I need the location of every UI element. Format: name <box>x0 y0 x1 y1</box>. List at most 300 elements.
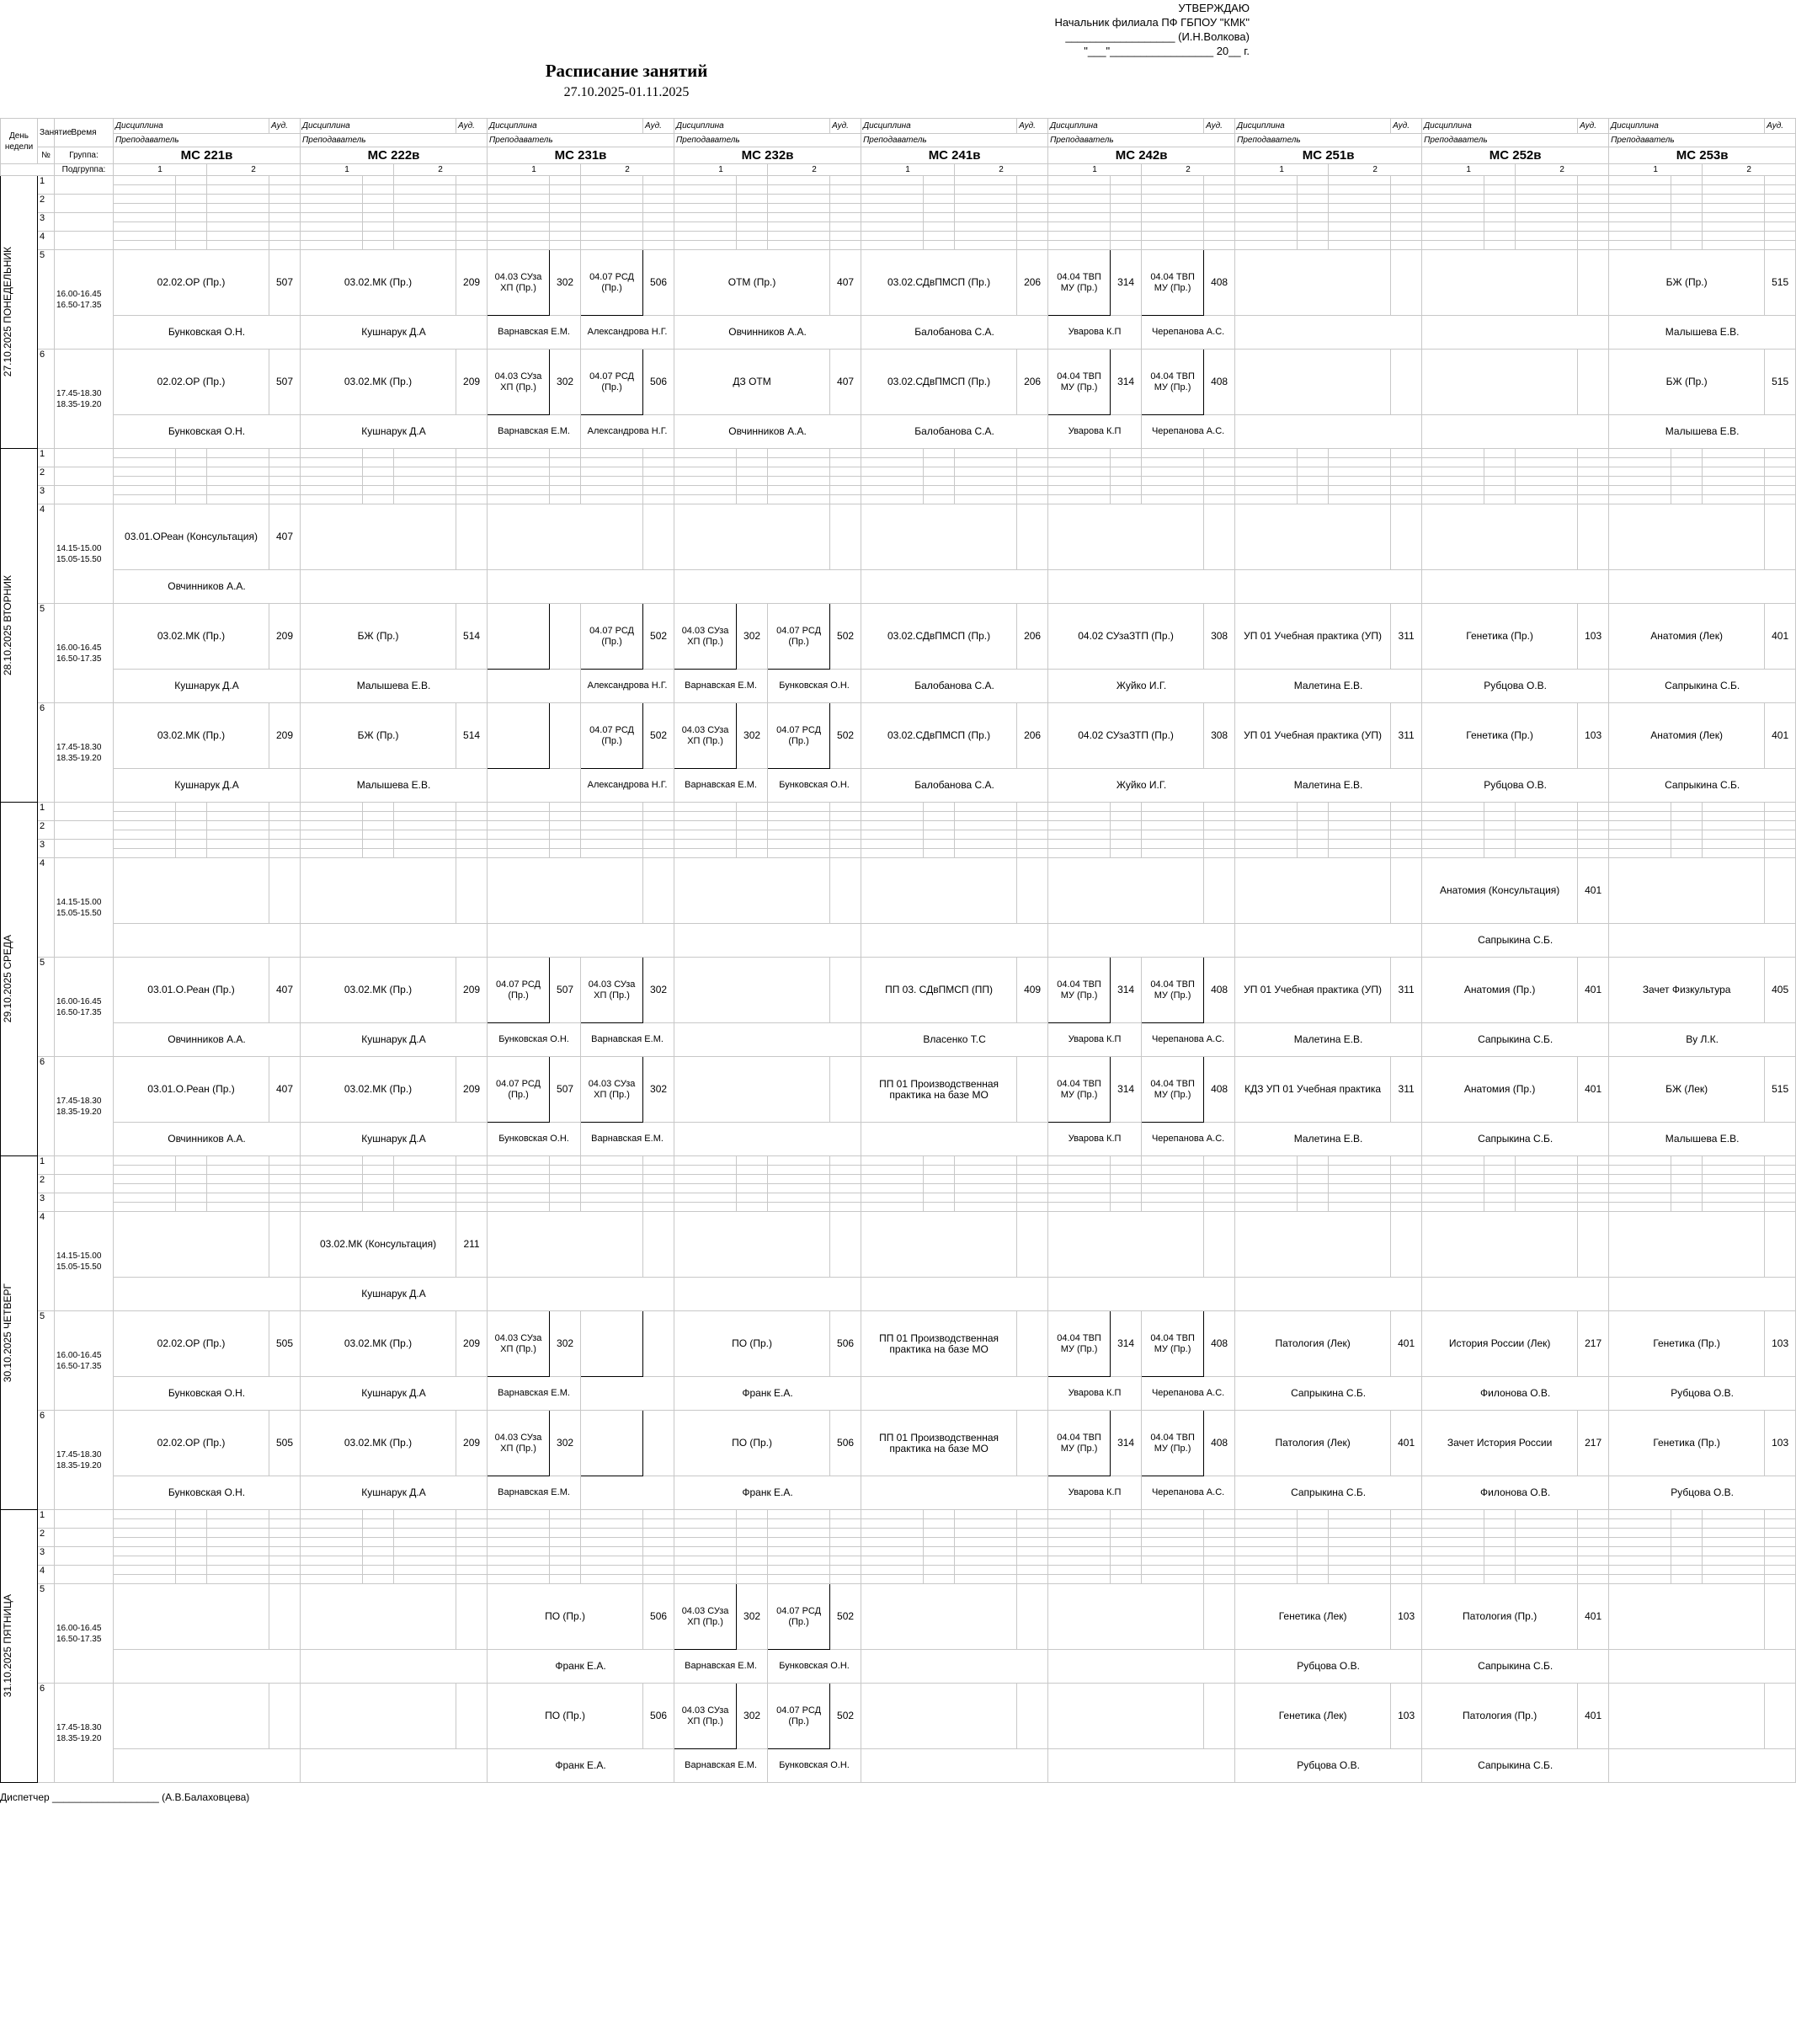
cell <box>269 486 301 495</box>
cell <box>176 1519 207 1529</box>
header-time: Время <box>55 119 114 147</box>
cell <box>1703 486 1765 495</box>
cell <box>550 1510 581 1519</box>
cell <box>1048 1510 1111 1519</box>
cell <box>1298 1510 1329 1519</box>
header-room: Ауд. <box>1765 119 1796 134</box>
cell <box>1111 477 1142 486</box>
cell <box>394 1166 456 1175</box>
cell <box>1703 449 1765 458</box>
cell <box>1422 1175 1484 1184</box>
cell <box>488 924 674 958</box>
cell <box>1484 449 1516 458</box>
discipline: БЖ (Пр.) <box>301 703 456 769</box>
cell <box>861 1166 924 1175</box>
cell <box>1111 241 1142 250</box>
cell <box>1204 232 1235 241</box>
discipline: 04.03 СУза ХП (Пр.) <box>674 604 737 670</box>
cell <box>830 1529 861 1538</box>
cell <box>176 1166 207 1175</box>
cell <box>1422 1556 1484 1566</box>
discipline: 04.07 РСД (Пр.) <box>768 703 830 769</box>
cell <box>1671 1175 1703 1184</box>
cell <box>861 1684 1017 1749</box>
cell <box>488 812 550 821</box>
discipline: 04.03 СУза ХП (Пр.) <box>488 1311 550 1377</box>
cell <box>176 458 207 467</box>
cell <box>830 1519 861 1529</box>
cell <box>1048 1584 1204 1650</box>
cell <box>1204 213 1235 222</box>
lesson-time: 16.00-16.45 16.50-17.35 <box>55 1584 114 1684</box>
cell <box>1391 803 1422 812</box>
cell <box>1235 1538 1298 1547</box>
cell <box>1204 812 1235 821</box>
cell <box>1422 316 1609 350</box>
cell <box>1484 222 1516 232</box>
cell <box>114 1566 176 1575</box>
teacher: Рубцова О.В. <box>1422 769 1609 803</box>
cell <box>1329 1556 1391 1566</box>
cell <box>269 849 301 858</box>
cell <box>1578 204 1609 213</box>
cell <box>394 449 456 458</box>
cell <box>1111 821 1142 830</box>
lesson-number: 4 <box>38 1566 55 1584</box>
cell <box>550 1547 581 1556</box>
cell <box>1578 477 1609 486</box>
cell <box>1298 1175 1329 1184</box>
cell <box>1111 1538 1142 1547</box>
teacher: Черепанова А.С. <box>1142 415 1235 449</box>
cell <box>1609 195 1671 204</box>
cell <box>674 849 737 858</box>
discipline: 03.01.О.Реан (Пр.) <box>114 958 269 1023</box>
lesson-number: 1 <box>38 1510 55 1529</box>
cell <box>176 1529 207 1538</box>
cell <box>269 1519 301 1529</box>
teacher: Овчинников А.А. <box>674 316 861 350</box>
room: 314 <box>1111 1311 1142 1377</box>
cell <box>394 222 456 232</box>
cell <box>924 1547 955 1556</box>
cell <box>114 1584 269 1650</box>
cell <box>1391 1519 1422 1529</box>
group-name: МС 232в <box>674 147 861 164</box>
cell <box>1765 1203 1796 1212</box>
cell <box>924 1529 955 1538</box>
teacher: Рубцова О.В. <box>1235 1749 1422 1783</box>
subgroup-1: 1 <box>1048 164 1142 176</box>
room: 103 <box>1391 1684 1422 1749</box>
room: 514 <box>456 604 488 670</box>
cell <box>1422 1519 1484 1529</box>
teacher: Франк Е.А. <box>674 1476 861 1510</box>
cell <box>1609 458 1671 467</box>
teacher: Сапрыкина С.Б. <box>1235 1476 1422 1510</box>
cell <box>581 1203 643 1212</box>
lesson-time: 16.00-16.45 16.50-17.35 <box>55 958 114 1057</box>
discipline: 04.02 СУзаЗТП (Пр.) <box>1048 604 1204 670</box>
teacher: Кушнарук Д.А <box>301 316 488 350</box>
cell <box>861 1156 924 1166</box>
cell <box>830 1193 861 1203</box>
cell <box>768 176 830 185</box>
discipline: 04.03 СУза ХП (Пр.) <box>488 250 550 316</box>
cell <box>1048 849 1111 858</box>
cell <box>550 458 581 467</box>
cell <box>1609 803 1671 812</box>
room: 206 <box>1017 703 1048 769</box>
cell <box>861 477 924 486</box>
cell <box>488 486 550 495</box>
cell <box>114 185 176 195</box>
cell <box>1671 1166 1703 1175</box>
cell <box>1142 1193 1204 1203</box>
cell <box>1703 812 1765 821</box>
cell <box>674 1538 737 1547</box>
cell <box>1671 1510 1703 1519</box>
cell <box>1391 849 1422 858</box>
cell <box>114 1650 301 1684</box>
cell <box>1329 176 1391 185</box>
teacher: Балобанова С.А. <box>861 316 1048 350</box>
cell <box>1765 1575 1796 1584</box>
cell <box>1609 858 1765 924</box>
cell <box>207 232 269 241</box>
cell <box>1142 195 1204 204</box>
cell <box>550 803 581 812</box>
cell <box>924 176 955 185</box>
teacher: Бунковская О.Н. <box>114 415 301 449</box>
cell <box>1017 232 1048 241</box>
cell <box>1142 1556 1204 1566</box>
cell <box>581 477 643 486</box>
cell <box>1111 1175 1142 1184</box>
cell <box>1609 1212 1765 1278</box>
cell <box>1516 1184 1578 1193</box>
cell <box>1235 350 1391 415</box>
cell <box>1329 1203 1391 1212</box>
cell <box>768 204 830 213</box>
cell <box>674 812 737 821</box>
cell <box>1671 849 1703 858</box>
cell <box>830 204 861 213</box>
header-discipline: Дисциплина <box>861 119 1017 134</box>
cell <box>1235 803 1298 812</box>
cell <box>456 1684 488 1749</box>
cell <box>1609 504 1765 570</box>
cell <box>269 1538 301 1547</box>
lesson-number: 2 <box>38 1175 55 1193</box>
discipline: ПО (Пр.) <box>488 1684 643 1749</box>
cell <box>1578 504 1609 570</box>
cell <box>301 504 456 570</box>
cell <box>1391 1175 1422 1184</box>
header-teacher: Преподаватель <box>1609 134 1796 147</box>
cell <box>456 1575 488 1584</box>
cell <box>1204 195 1235 204</box>
cell <box>456 1519 488 1529</box>
cell <box>1671 176 1703 185</box>
cell <box>269 840 301 849</box>
cell <box>550 467 581 477</box>
cell <box>1422 1547 1484 1556</box>
cell <box>456 185 488 195</box>
cell <box>1609 185 1671 195</box>
cell <box>550 222 581 232</box>
header-discipline: Дисциплина <box>1235 119 1391 134</box>
discipline: БЖ (Лек) <box>1609 1057 1765 1123</box>
cell <box>1111 812 1142 821</box>
cell <box>114 830 176 840</box>
cell <box>643 467 674 477</box>
cell <box>861 821 924 830</box>
cell <box>1671 1538 1703 1547</box>
cell <box>488 232 550 241</box>
cell <box>488 821 550 830</box>
cell <box>1017 449 1048 458</box>
cell <box>1329 1529 1391 1538</box>
cell <box>456 213 488 222</box>
subgroup-2: 2 <box>581 164 674 176</box>
cell <box>114 495 176 504</box>
discipline <box>581 1311 643 1377</box>
cell <box>301 486 363 495</box>
cell <box>456 1156 488 1166</box>
cell <box>643 213 674 222</box>
cell <box>1204 830 1235 840</box>
cell <box>1671 185 1703 195</box>
discipline: Патология (Лек) <box>1235 1311 1391 1377</box>
cell <box>861 570 1048 604</box>
teacher: Варнавская Е.М. <box>488 316 581 350</box>
cell <box>456 458 488 467</box>
cell <box>1017 1175 1048 1184</box>
header-teacher: Преподаватель <box>301 134 488 147</box>
cell <box>1578 1547 1609 1556</box>
cell <box>1391 1156 1422 1166</box>
discipline: 02.02.ОР (Пр.) <box>114 1311 269 1377</box>
cell <box>1329 185 1391 195</box>
cell <box>643 1193 674 1203</box>
cell <box>207 222 269 232</box>
teacher: Франк Е.А. <box>488 1650 674 1684</box>
cell <box>488 449 550 458</box>
cell <box>581 821 643 830</box>
cell <box>1017 1510 1048 1519</box>
cell <box>830 958 861 1023</box>
cell <box>643 821 674 830</box>
cell <box>768 1203 830 1212</box>
cell <box>1329 232 1391 241</box>
cell <box>924 241 955 250</box>
cell <box>1516 241 1578 250</box>
cell <box>1235 858 1391 924</box>
cell <box>114 1212 269 1278</box>
cell <box>1142 241 1204 250</box>
cell <box>1111 830 1142 840</box>
cell <box>1048 1547 1111 1556</box>
cell <box>1204 1203 1235 1212</box>
cell <box>1204 1584 1235 1650</box>
cell <box>643 1175 674 1184</box>
cell <box>1235 222 1298 232</box>
cell <box>1765 241 1796 250</box>
group-name: МС 222в <box>301 147 488 164</box>
cell <box>1765 195 1796 204</box>
cell <box>301 1556 363 1566</box>
cell <box>1609 821 1671 830</box>
cell <box>488 1156 550 1166</box>
cell <box>1671 204 1703 213</box>
cell <box>768 812 830 821</box>
cell <box>363 1203 394 1212</box>
cell <box>488 1510 550 1519</box>
cell <box>176 176 207 185</box>
cell <box>955 1166 1017 1175</box>
cell <box>1111 204 1142 213</box>
cell <box>1235 250 1391 316</box>
cell <box>269 185 301 195</box>
cell <box>394 486 456 495</box>
room: 314 <box>1111 1057 1142 1123</box>
cell <box>1235 1166 1298 1175</box>
cell <box>1142 467 1204 477</box>
cell <box>1484 1529 1516 1538</box>
cell <box>1298 1575 1329 1584</box>
discipline: 03.01.ОРеан (Консультация) <box>114 504 269 570</box>
cell <box>924 1156 955 1166</box>
cell <box>363 1166 394 1175</box>
cell <box>1111 1193 1142 1203</box>
cell <box>1578 803 1609 812</box>
cell <box>581 1166 643 1175</box>
cell <box>301 1749 488 1783</box>
teacher: Кушнарук Д.А <box>114 769 301 803</box>
teacher: Овчинников А.А. <box>114 1123 301 1156</box>
cell <box>1298 1547 1329 1556</box>
cell <box>1017 840 1048 849</box>
discipline: ОТМ (Пр.) <box>674 250 830 316</box>
cell <box>1516 458 1578 467</box>
cell <box>114 1175 176 1184</box>
cell <box>1484 1193 1516 1203</box>
header-teacher: Преподаватель <box>1422 134 1609 147</box>
cell <box>269 241 301 250</box>
cell <box>394 1529 456 1538</box>
discipline: Патология (Пр.) <box>1422 1684 1578 1749</box>
cell <box>114 1203 176 1212</box>
room: 103 <box>1765 1311 1796 1377</box>
cell <box>1204 1538 1235 1547</box>
room: 302 <box>737 703 768 769</box>
approval-line-4: "___"_________________ 20__ г. <box>1084 45 1250 57</box>
teacher: Балобанова С.А. <box>861 769 1048 803</box>
cell <box>1235 241 1298 250</box>
cell <box>861 458 924 467</box>
cell <box>1578 1156 1609 1166</box>
header-room: Ауд. <box>830 119 861 134</box>
cell <box>114 1547 176 1556</box>
cell <box>924 222 955 232</box>
cell <box>1671 1203 1703 1212</box>
cell <box>737 1566 768 1575</box>
cell <box>1017 467 1048 477</box>
cell <box>581 840 643 849</box>
cell <box>1142 176 1204 185</box>
cell <box>1516 449 1578 458</box>
cell <box>1017 222 1048 232</box>
cell <box>1017 1203 1048 1212</box>
teacher: Кушнарук Д.А <box>301 415 488 449</box>
teacher <box>488 769 581 803</box>
teacher: Черепанова А.С. <box>1142 1123 1235 1156</box>
cell <box>1329 1166 1391 1175</box>
cell <box>643 858 674 924</box>
discipline: 03.02.МК (Пр.) <box>114 604 269 670</box>
cell <box>768 1193 830 1203</box>
cell <box>1142 1519 1204 1529</box>
cell <box>1391 1184 1422 1193</box>
cell <box>1578 241 1609 250</box>
discipline: 04.04 ТВП МУ (Пр.) <box>1142 250 1204 316</box>
cell <box>581 830 643 840</box>
cell <box>955 1538 1017 1547</box>
cell <box>1765 1212 1796 1278</box>
cell <box>1609 1749 1796 1783</box>
cell <box>1516 1519 1578 1529</box>
cell <box>1204 1184 1235 1193</box>
cell <box>1609 1156 1671 1166</box>
room: 103 <box>1765 1411 1796 1476</box>
cell <box>550 495 581 504</box>
cell <box>1765 467 1796 477</box>
cell <box>1765 185 1796 195</box>
cell <box>674 1556 737 1566</box>
cell <box>643 495 674 504</box>
cell <box>1017 1193 1048 1203</box>
cell <box>643 803 674 812</box>
cell <box>1516 185 1578 195</box>
cell <box>768 1510 830 1519</box>
discipline: Генетика (Пр.) <box>1422 604 1578 670</box>
header-room: Ауд. <box>1017 119 1048 134</box>
cell <box>1671 241 1703 250</box>
cell <box>1391 1575 1422 1584</box>
cell <box>1391 858 1422 924</box>
cell <box>768 1156 830 1166</box>
dispatcher-signature: Диспетчер ___________________ (А.В.Балаховцева) <box>0 1791 250 1803</box>
cell <box>861 467 924 477</box>
cell <box>394 1510 456 1519</box>
cell <box>924 495 955 504</box>
cell <box>363 241 394 250</box>
cell <box>1609 1529 1671 1538</box>
cell <box>581 849 643 858</box>
header-teacher: Преподаватель <box>1048 134 1235 147</box>
cell <box>643 1519 674 1529</box>
teacher: Жуйко И.Г. <box>1048 670 1235 703</box>
room: 311 <box>1391 958 1422 1023</box>
cell <box>1111 1575 1142 1584</box>
cell <box>768 232 830 241</box>
cell <box>1111 495 1142 504</box>
cell <box>269 195 301 204</box>
lesson-number: 5 <box>38 250 55 350</box>
cell <box>861 1556 924 1566</box>
cell <box>394 1193 456 1203</box>
